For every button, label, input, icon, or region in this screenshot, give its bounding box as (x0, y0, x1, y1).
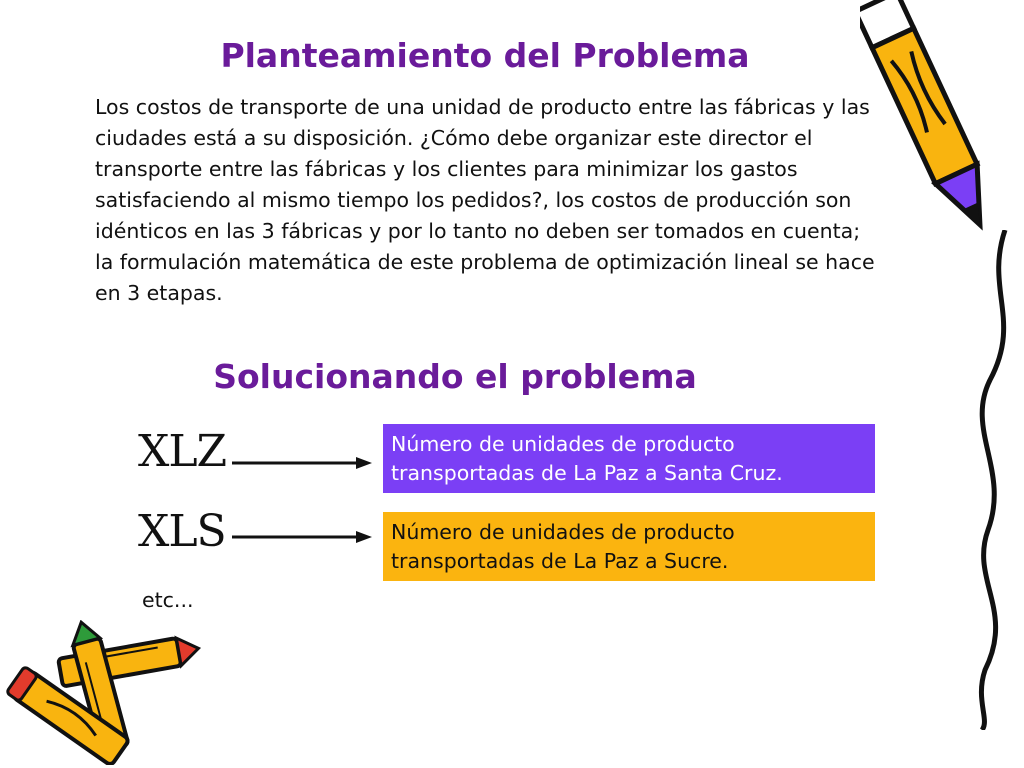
variable-symbol-xls: XLS (138, 506, 226, 557)
arrow-icon (232, 527, 372, 547)
pencil-icon (860, 0, 1000, 245)
wavy-line-decoration (960, 230, 1024, 730)
section-subtitle: Solucionando el problema (213, 357, 697, 396)
etc-label: etc... (142, 588, 194, 612)
variable-description-xls: Número de unidades de producto transportadas de La Paz a Sucre. (383, 512, 875, 581)
page-title: Planteamiento del Problema (220, 36, 750, 75)
variable-symbol-xlz: XLZ (138, 426, 227, 477)
crayons-icon (0, 620, 205, 765)
problem-paragraph: Los costos de transporte de una unidad de producto entre las fábricas y las ciudades está a su disposición. ¿Cómo debe organizar este director el transporte entre las fábricas y los clientes para minimizar los gastos satisfaciendo al mismo tiempo los pedidos?, los costos de producción son idénticos en las 3 fábricas y por lo tanto no deben ser tomados en cuenta; la formulación matemática de este problema de optimización lineal se hace en 3 etapas. (95, 95, 875, 305)
arrow-icon (232, 453, 372, 473)
variable-description-xlz: Número de unidades de producto transportadas de La Paz a Santa Cruz. (383, 424, 875, 493)
